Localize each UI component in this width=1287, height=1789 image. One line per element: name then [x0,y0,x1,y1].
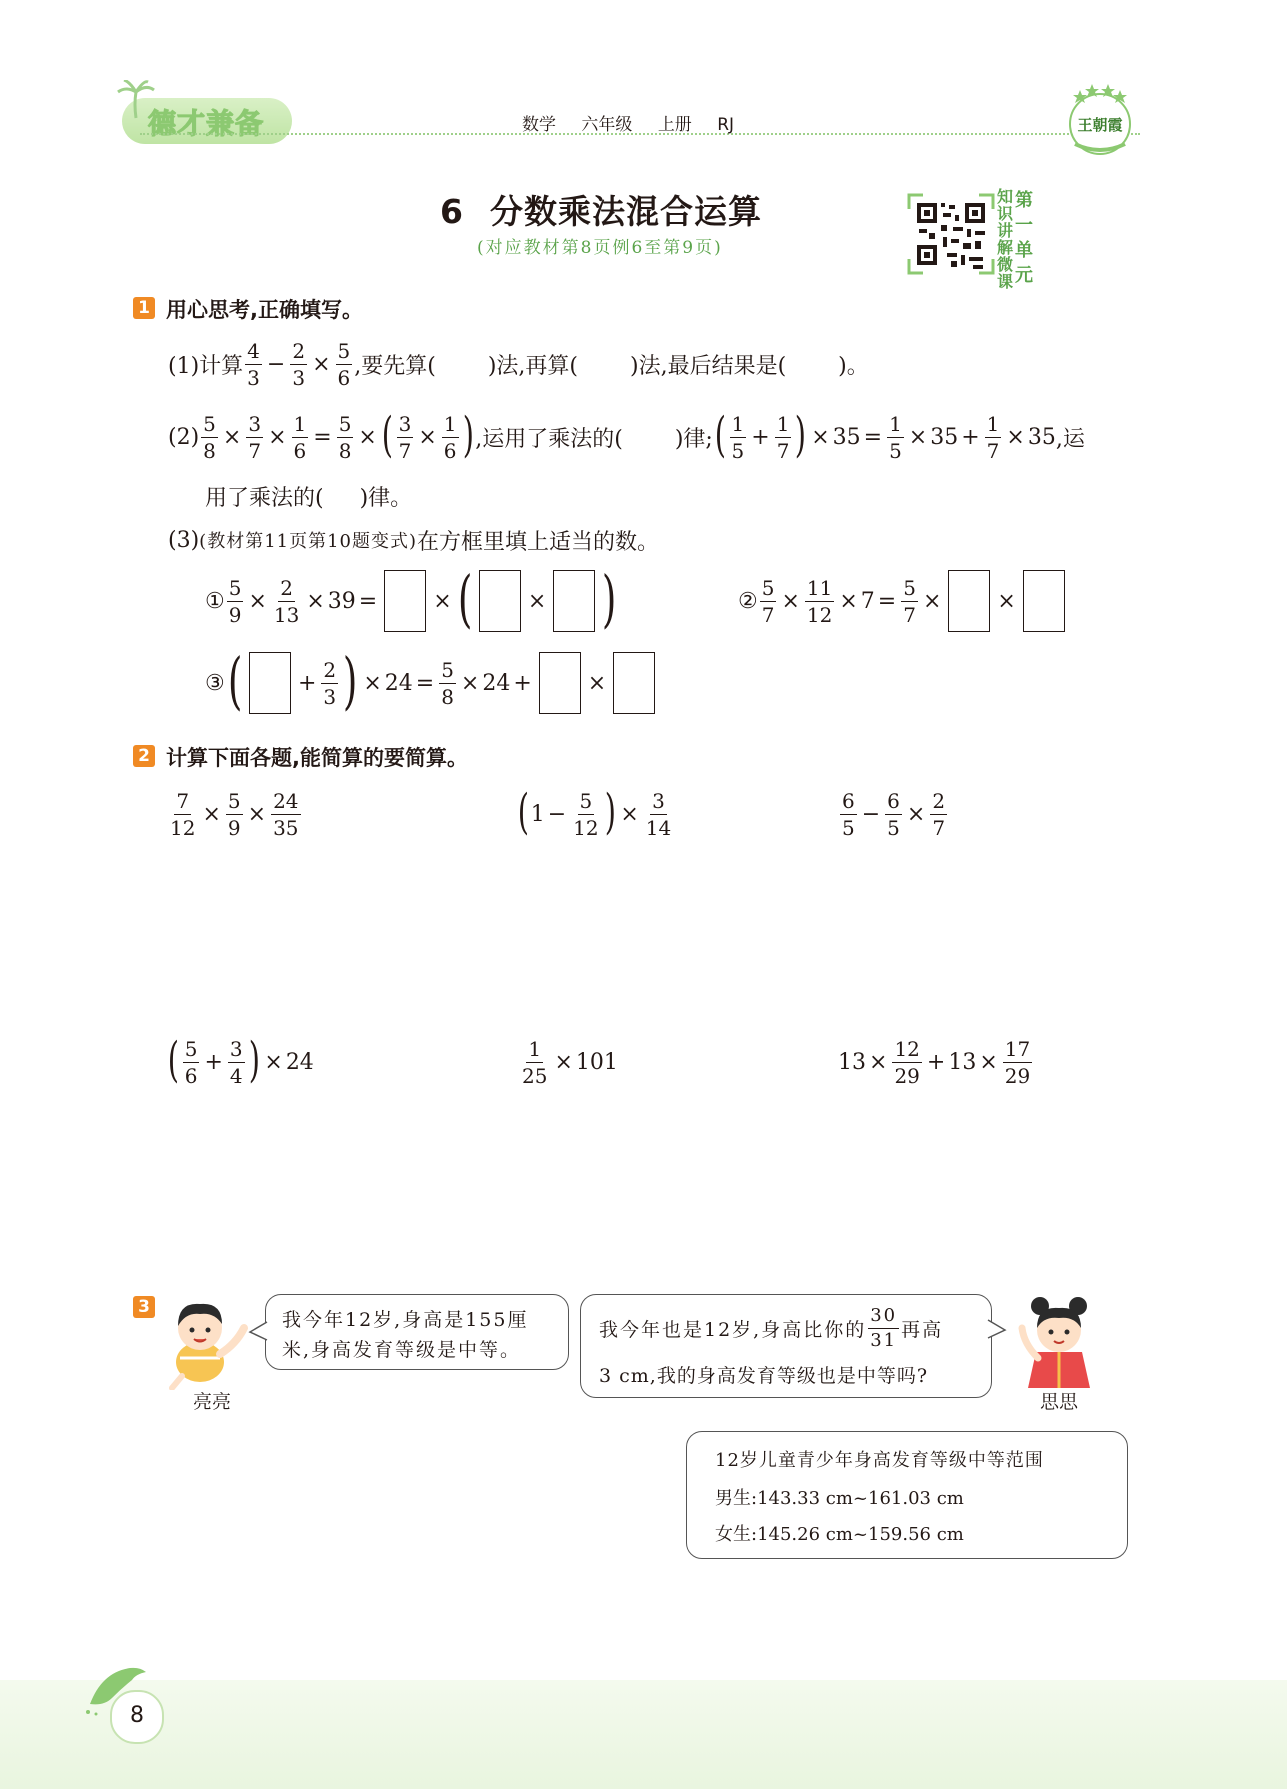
publisher-seal [1065,78,1135,160]
subject-item: 上册 [657,115,692,135]
unit-label-char: 一 [1015,215,1033,236]
girl-speech-line [599,1307,943,1350]
section-1-badge: 1 [133,297,155,319]
answer-box[interactable] [249,652,291,714]
qr-label-char: 课 [996,272,1013,291]
fraction: $\frac{5}{8}$ [203,411,216,463]
note-boy-range: 男生:143.33 cm~161.03 cm [715,1488,964,1509]
fraction: $\frac{2}{3}$ [323,657,337,709]
problem-2-2: ( 1 − $\frac{5}{12}$ ) × $\frac{3}{14}$ [517,784,672,840]
q1-text: ,要先算( [354,353,436,379]
unit-label-char: 第 [1015,190,1033,211]
seal-icon [1065,78,1135,160]
q1-text: )法,再算( [487,353,578,379]
footer-background [0,1680,1287,1789]
qr-label-column [996,188,1014,290]
question-1-3 [168,524,659,556]
fraction: $\frac{5}{7}$ [903,575,916,627]
problem-2-6: 13 × $\frac{12}{29}$ + 13 × $\frac{17}{29}$ [838,1036,1031,1088]
height-range-note [686,1431,1128,1559]
fraction: $\frac{11}{12}$ [806,575,833,627]
q3-prefix: (3) [168,527,200,553]
q2-text: 用了乘法的( [205,485,324,511]
q1-text: )。 [838,353,869,379]
girl-speech-line: 3 cm,我的身高发育等级也是中等吗? [599,1365,929,1387]
fraction: $\frac{1}{6}$ [443,411,457,463]
note-girl-range: 女生:145.26 cm~159.56 cm [715,1524,964,1545]
equation-1: ① $\frac{5}{9}$ × $\frac{2}{13}$ × 39 = × ( × ) [205,562,617,635]
fraction: $\frac{1}{6}$ [293,411,307,463]
fraction: $\frac{24}{35}$ [273,788,299,840]
brand-text: 德才兼备 [148,107,265,140]
fraction: $\frac{5}{6}$ [184,1036,198,1088]
qr-code-icon [907,193,995,275]
fraction: $\frac{12}{29}$ [894,1036,920,1088]
answer-box[interactable] [553,570,595,632]
qr-label-char: 微 [996,255,1013,274]
answer-box[interactable] [384,570,426,632]
subject-item: RJ [717,115,735,135]
question-1-2: (2) $\frac{5}{8}$ × $\frac{3}{7}$ × $\frac{1}{6}$ = $\frac{5}{8}$ × ( $\frac{3}{7}$ × $\frac{1}{6}$ ) ,运用了乘法的( )律; ( $\frac{1}{5}$ + $\frac{1}{7}$ ) × 35 = $\frac{1}{5}$ × 35 + $\frac{1}{7}$ × 35 ,运 [168,407,1085,463]
girl-speech-text: 我今年也是12岁,身高比你的 [599,1319,867,1341]
fraction: $\frac{5}{6}$ [337,338,351,390]
fraction: $\frac{5}{9}$ [228,575,242,627]
subject-info [522,110,754,135]
q3-hint: (教材第11页第10题变式) [199,531,418,552]
fraction: $\frac{5}{8}$ [338,411,352,463]
svg-text:王朝霞: 王朝霞 [1077,116,1123,134]
fraction: $\frac{2}{7}$ [932,788,946,840]
fraction: $\frac{5}{9}$ [227,788,241,840]
answer-box[interactable] [479,570,521,632]
fraction: $\frac{7}{12}$ [170,788,196,840]
q2-text: )律; [674,426,713,452]
section-2-heading: 计算下面各题,能简算的要简算。 [166,746,468,770]
circled-number: ② [738,588,758,614]
boy-speech-line: 我今年12岁,身高是155厘 [282,1309,529,1331]
girl-illustration [1010,1292,1110,1390]
bubble-tail [248,1320,268,1342]
fraction: $\frac{5}{8}$ [441,657,454,709]
bubble-tail [987,1318,1007,1340]
section-3-badge: 3 [133,1296,155,1318]
fraction: $\frac{1}{5}$ [731,411,745,463]
problem-2-3: $\frac{6}{5}$ − $\frac{6}{5}$ × $\frac{2}{7}$ [842,788,946,840]
answer-box[interactable] [613,652,655,714]
qr-label-char: 识 [996,204,1013,223]
qr-label-char: 知 [996,187,1013,206]
boy-speech-line: 米,身高发育等级是中等。 [282,1339,522,1361]
circled-number: ③ [205,670,225,696]
subject-item: 数学 [522,115,556,135]
question-1-2-cont [205,480,412,512]
q2-prefix: (2) [168,424,200,450]
fraction: $\frac{3}{14}$ [645,788,672,840]
qr-label-char: 讲 [996,221,1013,240]
page-title [440,186,762,233]
fraction: $\frac{1}{5}$ [889,411,902,463]
answer-box[interactable] [539,652,581,714]
equation-2: ② $\frac{5}{7}$ × $\frac{11}{12}$ × 7 = $\frac{5}{7}$ × × [738,568,1069,634]
fraction: $\frac{3}{4}$ [229,1036,243,1088]
fraction: $\frac{1}{25}$ [522,1036,548,1088]
equation-3: ③ ( + $\frac{2}{3}$ ) × 24 = $\frac{5}{8}$ × 24 + × [205,650,659,716]
fraction: $\frac{5}{7}$ [761,575,775,627]
fraction: $\frac{17}{29}$ [1004,1036,1031,1088]
boy-illustration [160,1292,260,1390]
circled-number: ① [205,588,225,614]
girl-name: 思思 [1040,1391,1079,1413]
fraction: $\frac{4}{3}$ [247,338,260,390]
q2-text: )律。 [359,485,413,511]
lesson-title: 分数乘法混合运算 [489,192,762,231]
note-title: 12岁儿童青少年身高发育等级中等范围 [715,1450,1044,1471]
fraction: $\frac{3}{7}$ [248,411,262,463]
q2-text: ,运 [1055,426,1085,452]
fraction: $\frac{1}{7}$ [986,411,1000,463]
section-1-heading: 用心思考,正确填写。 [166,298,363,322]
lesson-number: 6 [440,192,464,231]
problem-2-1: $\frac{7}{12}$ × $\frac{5}{9}$ × $\frac{24}{35}$ [170,788,299,840]
question-1-1: (1)计算 $\frac{4}{3}$ − $\frac{2}{3}$ × $\frac{5}{6}$ ,要先算( )法,再算( )法,最后结果是( )。 [168,338,869,390]
fraction: $\frac{30}{31}$ [870,1305,898,1351]
brand-logo [122,96,292,146]
q1-prefix: (1)计算 [168,353,244,379]
answer-box[interactable] [1023,570,1065,632]
q2-text: ,运用了乘法的( [475,426,623,452]
boy-speech-bubble [265,1294,569,1370]
fraction: $\frac{3}{7}$ [398,411,412,463]
qr-label-char: 解 [996,238,1013,257]
q1-text: )法,最后结果是( [630,353,787,379]
fraction: $\frac{2}{13}$ [273,575,300,627]
page-number: 8 [110,1690,164,1744]
fraction: $\frac{2}{3}$ [292,338,306,390]
q3-text: 在方框里填上适当的数。 [417,529,660,555]
subject-item: 六年级 [581,115,633,135]
fraction: $\frac{6}{5}$ [842,788,855,840]
girl-speech-bubble [580,1294,992,1398]
unit-label-char: 元 [1015,265,1033,286]
section-2-badge: 2 [133,745,155,767]
qr-code[interactable] [907,193,995,275]
fraction: $\frac{6}{5}$ [887,788,900,840]
page-subtitle: (对应教材第8页例6至第9页) [477,238,723,258]
fraction: $\frac{1}{7}$ [776,411,790,463]
fraction: $\frac{5}{12}$ [573,788,599,840]
unit-label-column [1015,188,1033,288]
problem-2-4: ( $\frac{5}{6}$ + $\frac{3}{4}$ ) × 24 [167,1032,314,1088]
problem-2-5: $\frac{1}{25}$ × 101 [522,1036,618,1088]
unit-label-char: 单 [1015,240,1033,261]
girl-speech-text: 再高 [901,1319,944,1341]
boy-name: 亮亮 [193,1391,232,1413]
answer-box[interactable] [948,570,990,632]
